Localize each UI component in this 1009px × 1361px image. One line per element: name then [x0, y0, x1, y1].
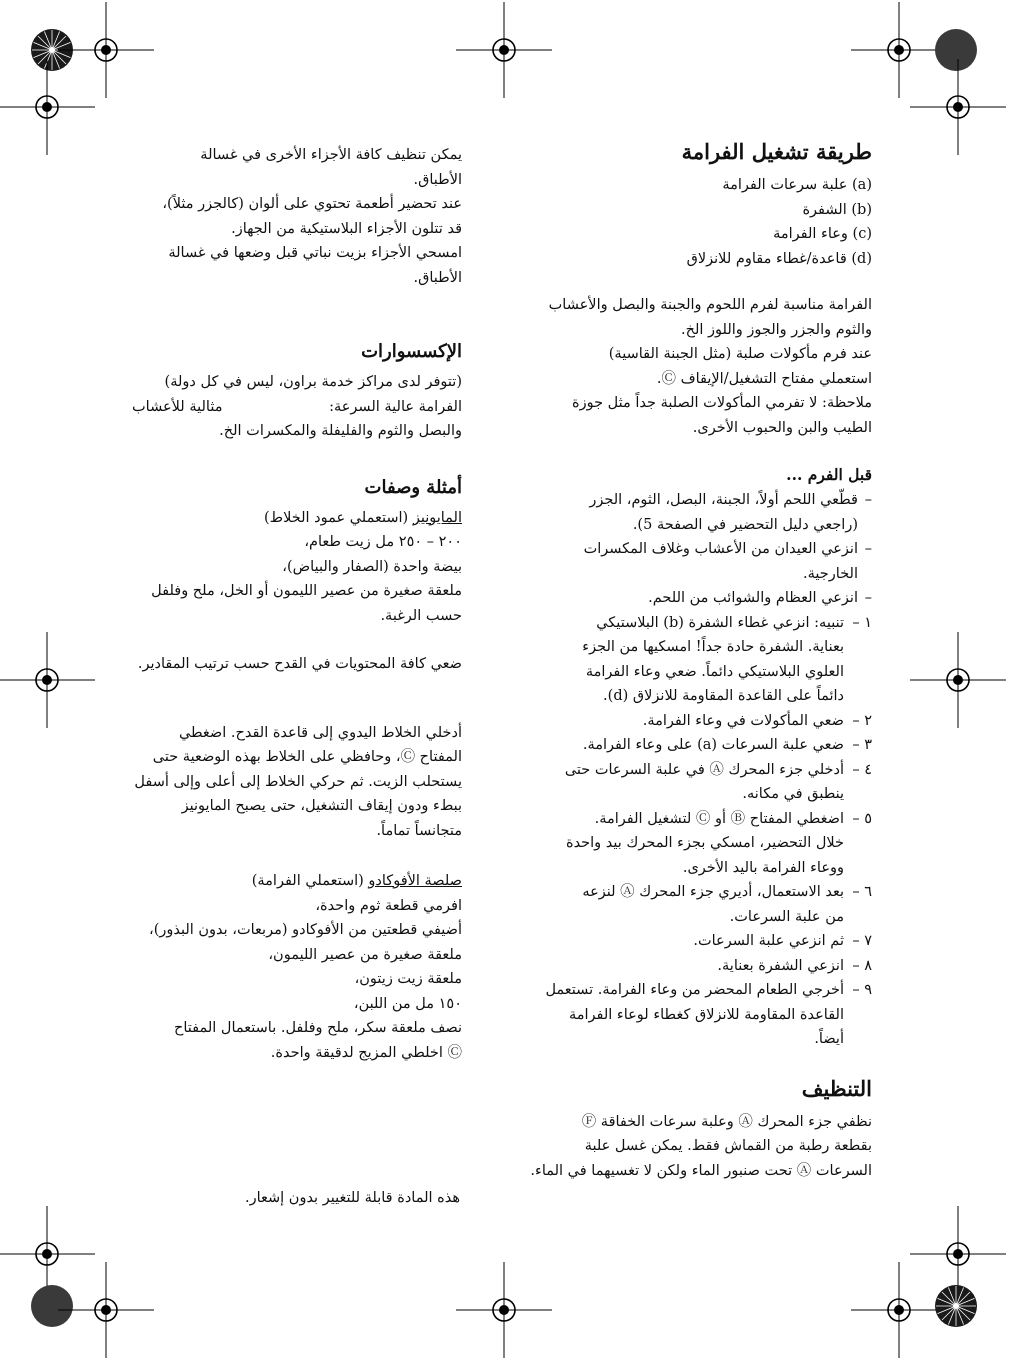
intro-line: الطيب والبن والحبوب الأخرى.	[692, 419, 872, 436]
ingredient-line: ٢٠٠ – ٢٥٠ مل زيت طعام،	[304, 534, 462, 550]
gray-dot-mark-top-right	[935, 29, 977, 71]
note-line: يمكن تنظيف كافة الأجزاء الأخرى في غسالة	[200, 147, 462, 163]
step-line: اضغطي المفتاح Ⓑ أو Ⓒ لتشغيل الفرامة.	[594, 810, 844, 827]
avocado-line: Ⓒ اخلطي المزيج لدقيقة واحدة.	[270, 1044, 462, 1061]
avocado-note: (استعملي الفرامة)	[251, 873, 369, 889]
parts-list	[525, 173, 872, 271]
crosshair-mark	[58, 1262, 154, 1358]
ingredient-line: بيضة واحدة (الصفار والبياض)،	[282, 558, 462, 575]
step-line: انزعي الشفرة بعناية.	[717, 957, 844, 974]
intro-line: ملاحظة: لا تفرمي المأكولات الصلبة جداً مثل جوزة	[571, 395, 872, 411]
method-line: يستحلب الزيت. ثم حركي الخلاط إلى أعلى وإلى أسفل	[134, 773, 462, 790]
operation-title: طريقة تشغيل الفرامة	[681, 139, 872, 164]
intro-line: والثوم والجزر والجوز واللوز الخ.	[681, 321, 872, 338]
avocado-line: أضيفي قطعتين من الأفوكادو (مربعات، بدون البذور)،	[149, 922, 462, 938]
cleaning-line: السرعات Ⓐ تحت صنبور الماء ولكن لا تغسيهما في الماء.	[530, 1162, 872, 1179]
step-line: بعناية. الشفرة حادة جداً! امسكيها من الجزء	[582, 639, 844, 655]
step-line: دائماً على القاعدة المقاومة للانزلاق (d).	[603, 688, 844, 704]
crosshair-mark	[456, 2, 552, 98]
crosshair-mark	[910, 632, 1006, 728]
mayo-name: المايونيز	[412, 509, 462, 526]
footer-disclaimer: هذه المادة قابلة للتغيير بدون إشعار.	[244, 1190, 460, 1206]
mayo-method	[132, 721, 462, 844]
intro-line: الفرامة مناسبة لفرم اللحوم والجبنة والبصل والأعشاب	[548, 297, 872, 313]
accessories-row	[132, 395, 462, 420]
step-line: خلال التحضير، امسكي بجزء المحرك بيد واحدة	[565, 835, 844, 851]
step-number: ٨ –	[852, 957, 872, 974]
operation-intro	[525, 293, 872, 440]
step-line: أيضاً.	[814, 1031, 844, 1047]
step-number: ٩ –	[852, 982, 872, 998]
note-line: عند تحضير أطعمة تحتوي على ألوان (كالجزر مثلاً)،	[162, 196, 462, 212]
step-item	[525, 733, 872, 758]
avocado-line: ١٥٠ مل من اللبن،	[353, 995, 462, 1012]
accessories-line: والبصل والثوم والفليفلة والمكسرات الخ.	[219, 423, 462, 439]
part-item: (d) قاعدة/غطاء مقاوم للانزلاق	[686, 250, 872, 267]
dash-line: (راجعي دليل التحضير في الصفحة 5).	[632, 516, 858, 533]
method-line: ببطء ودون إيقاف التشغيل، حتى يصبح المايونيز	[181, 798, 462, 814]
accessories-title: الإكسسوارات	[361, 341, 462, 362]
step-number: ٦ –	[852, 884, 872, 900]
crosshair-mark	[0, 632, 95, 728]
gray-dot-mark-bottom-left	[31, 1285, 73, 1327]
crosshair-mark	[58, 2, 154, 98]
step-line: تنبيه: انزعي غطاء الشفرة (b) البلاستيكي	[596, 614, 844, 631]
crosshair-mark	[910, 59, 1006, 155]
dash-marker: –	[864, 590, 872, 606]
dash-item	[525, 488, 872, 537]
mayo-note: (استعملي عمود الخلاط)	[264, 509, 413, 526]
crosshair-mark	[0, 59, 95, 155]
step-item	[525, 807, 872, 881]
step-line: ووعاء الفرامة باليد الأخرى.	[682, 859, 844, 876]
dash-item	[525, 537, 872, 586]
step-number: ٥ –	[852, 810, 872, 827]
cleaning-title: التنظيف	[801, 1075, 872, 1101]
avocado-heading	[132, 869, 462, 894]
step-line: أخرجي الطعام المحضر من وعاء الفرامة. تستعمل	[545, 982, 844, 998]
step-line: العلوي البلاستيكي دائماً. ضعي وعاء الفرامة	[585, 663, 844, 680]
step-item	[525, 709, 872, 734]
note-line: امسحي الأجزاء بزيت نباتي قبل وضعها في غسالة	[168, 245, 462, 261]
mayo-heading	[132, 506, 462, 531]
method-line: متجانساً تماماً.	[376, 822, 462, 839]
method-line: أدخلي الخلاط اليدوي إلى قاعدة القدح. اضغطي	[178, 724, 462, 741]
avocado-line: ملعقة زيت زيتون،	[354, 971, 462, 987]
step-item	[525, 978, 872, 1052]
cleaning-text	[525, 1110, 872, 1184]
before-title: قبل الفرم ...	[786, 465, 872, 484]
avocado-line: ملعقة صغيرة من عصير الليمون،	[268, 946, 462, 963]
step-number: ٤ –	[852, 761, 872, 778]
step-line: ضعي علبة السرعات (a) على وعاء الفرامة.	[582, 737, 844, 753]
accessory-desc: مثالية للأعشاب	[132, 398, 223, 415]
starburst-mark-bottom-right	[935, 1285, 977, 1327]
intro-line: استعملي مفتاح التشغيل/الإيقاف Ⓒ.	[656, 370, 872, 387]
avocado-name: صلصة الأفوكادو	[368, 873, 462, 889]
method-line: المفتاح Ⓒ، وحافظي على الخلاط بهذه الوضعية حتى	[152, 749, 462, 765]
cleaning-line: نظفي جزء المحرك Ⓐ وعلبة سرعات الخفاقة Ⓕ	[581, 1113, 872, 1130]
step-number: ٢ –	[852, 712, 872, 729]
step-item	[525, 758, 872, 807]
avocado-line: نصف ملعقة سكر، ملح وفلفل. باستعمال المفتاح	[174, 1020, 462, 1036]
step-number: ٧ –	[852, 933, 872, 949]
crosshair-mark	[851, 2, 947, 98]
crosshair-mark	[851, 1262, 947, 1358]
dash-line: قطّعي اللحم أولاً، الجبنة، البصل، الثوم، الجزر	[589, 492, 858, 508]
step-number: ٣ –	[852, 737, 872, 753]
step-item	[525, 929, 872, 954]
note-line: الأطباق.	[413, 269, 462, 286]
dash-line: انزعي العيدان من الأعشاب وغلاف المكسرات	[583, 541, 858, 557]
intro-line: عند فرم مأكولات صلبة (مثل الجبنة القاسية)	[608, 346, 872, 362]
step-line: بعد الاستعمال، أديري جزء المحرك Ⓐ لنزعه	[582, 884, 844, 900]
step-line: ثم انزعي علبة السرعات.	[693, 933, 844, 949]
step-line: القاعدة المقاومة للانزلاق كغطاء لوعاء الفرامة	[568, 1006, 844, 1023]
ingredient-line: حسب الرغبة.	[380, 607, 462, 624]
step-line: ضعي المأكولات في وعاء الفرامة.	[642, 712, 844, 729]
step-line: ينطبق في مكانه.	[742, 786, 844, 802]
avocado-line: افرمي قطعة ثوم واحدة،	[315, 897, 462, 914]
accessory-name: الفرامة عالية السرعة:	[329, 398, 462, 415]
note-line: الأطباق.	[413, 171, 462, 188]
dishwasher-note	[132, 143, 462, 290]
part-item: (c) وعاء الفرامة	[773, 226, 872, 242]
dash-line: انزعي العظام والشوائب من اللحم.	[648, 590, 858, 606]
dash-marker: –	[864, 541, 872, 557]
recipes-title: أمثلة وصفات	[364, 476, 462, 498]
crosshair-mark	[456, 1262, 552, 1358]
cleaning-line: بقطعة رطبة من القماش فقط. يمكن غسل علبة	[584, 1138, 872, 1154]
step-item	[525, 954, 872, 979]
dash-item	[525, 586, 872, 611]
note-line: قد تتلون الأجزاء البلاستيكية من الجهاز.	[231, 220, 462, 237]
step-line: أدخلي جزء المحرك Ⓐ في علبة السرعات حتى	[564, 761, 844, 778]
step-item	[525, 611, 872, 709]
step-item	[525, 880, 872, 929]
part-item: (a) علبة سرعات الفرامة	[722, 177, 872, 193]
right-column	[525, 137, 872, 1183]
left-column	[132, 143, 462, 1065]
prep-dash-list	[525, 488, 872, 611]
ingredient-line: ملعقة صغيرة من عصير الليمون أو الخل، ملح وفلفل	[151, 583, 462, 599]
step-number: ١ –	[852, 614, 872, 631]
steps-list	[525, 611, 872, 1052]
accessories-line: (تتوفر لدى مراكز خدمة براون، ليس في كل دولة)	[164, 374, 462, 390]
dash-line: الخارجية.	[803, 565, 858, 582]
dash-marker: –	[864, 492, 872, 508]
mayo-step: ضعي كافة المحتويات في القدح حسب ترتيب المقادير.	[137, 656, 462, 672]
step-line: من علبة السرعات.	[729, 908, 844, 925]
part-item: (b) الشفرة	[802, 201, 872, 218]
